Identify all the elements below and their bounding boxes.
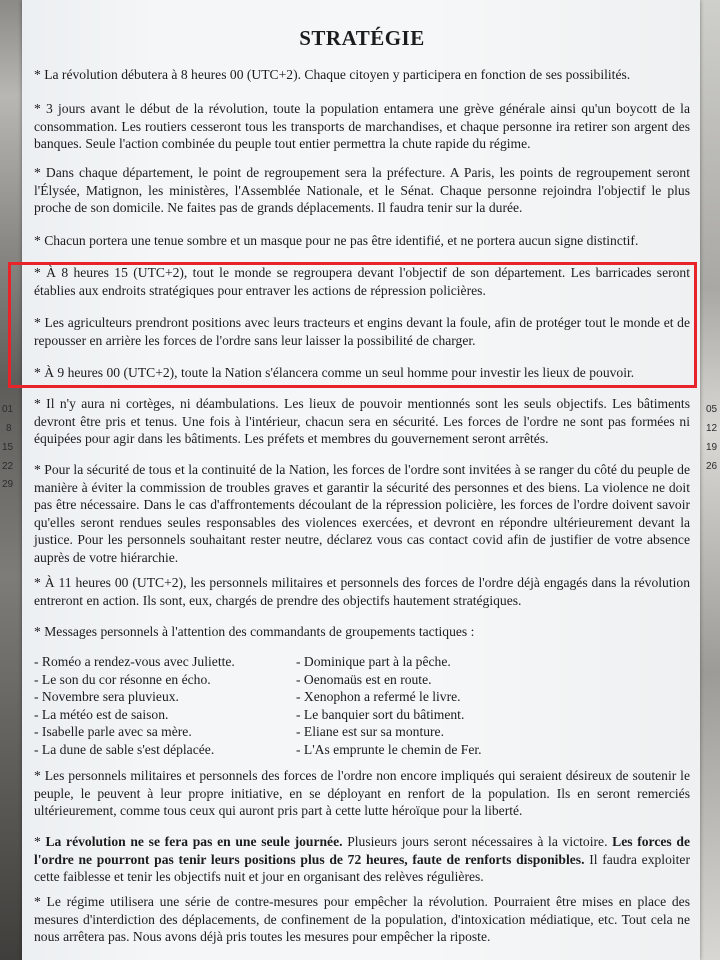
edge-number: 01 xyxy=(2,404,14,415)
page-title: STRATÉGIE xyxy=(299,26,425,50)
edge-number: 19 xyxy=(706,442,718,453)
paragraph-duration xyxy=(34,833,690,886)
list-item: - Le son du cor résonne en écho. xyxy=(34,671,211,687)
duration-prefix: * xyxy=(34,834,46,849)
document-sheet xyxy=(22,0,700,960)
paragraph-barricades: * À 8 heures 15 (UTC+2), tout le monde se regroupera devant l'objectif de son département. Les barricades seront établies aux endroits stratégiques pour entraver les actions de répression policières. xyxy=(34,265,690,298)
duration-bold-one: La révolution ne se fera pas en une seule journée. xyxy=(45,834,343,849)
edge-number: 12 xyxy=(706,423,718,434)
duration-normal-one: Plusieurs jours seront nécessaires à la victoire. xyxy=(342,834,613,849)
list-item: - La dune de sable s'est déplacée. xyxy=(34,741,215,757)
paragraph-regime-countermeasures: * Le régime utilisera une série de contre-mesures pour empêcher la révolution. Pourraient être mises en place des mesures d'interdiction des déplacements, de confinement de la population, d'intoxication médiatique, etc. Tout cela ne nous arrêtera pas. Nous avons déjà pris toutes les mesures pour empêcher la riposte. xyxy=(34,894,690,945)
paragraph-eleven-hours: * À 11 heures 00 (UTC+2), les personnels militaires et personnels des forces de l'ordre déjà engagés dans la révolution entreront en action. Ils sont, eux, chargés de prendre des objectifs hautement stratégiques. xyxy=(34,575,690,608)
paragraph-no-marches: * Il n'y aura ni cortèges, ni déambulations. Les lieux de pouvoir mentionnés sont les seuls objectifs. Les bâtiments devront être pris et tenus. Une fois à l'intérieur, chacun sera en sécurité. Les forces de l'ordre ne sont pas formées ni équipées pour agir dans les bâtiments. Les préfets et membres du gouvernement seront arrêtés. xyxy=(34,396,690,447)
edge-number: 15 xyxy=(2,442,14,453)
paragraph-security-forces: * Pour la sécurité de tous et la continuité de la Nation, les forces de l'ordre sont invitées à se ranger du côté du peuple de manière à éviter la commission de troubles graves et garantir la sécurité des personnes et des biens. La violence ne doit pas être nécessaire. Dans le cas d'affrontements découlant de la répression policière, les forces de l'ordre doivent savoir qu'elles seront rendues seules responsables des violences exercées, et devront en répondre ultérieurement devant la justice. Pour les personnels souhaitant rester neutre, déclarez vous cas contact covid afin de justifier de votre absence auprès de votre hiérarchie. xyxy=(34,462,690,565)
list-item: - Isabelle parle avec sa mère. xyxy=(34,724,192,739)
messages-list-left xyxy=(34,653,235,758)
edge-number: 8 xyxy=(6,423,12,434)
list-item: - L'As emprunte le chemin de Fer. xyxy=(296,741,482,757)
paragraph-military-support: * Les personnels militaires et personnels des forces de l'ordre non encore impliqués qui seraient désireux de soutenir le peuple, le peuvent à leur propre initiative, en se déployant en renfort de la population. Ils en seront remerciés ultérieurement, comme tous ceux qui auront pris part à cette lutte héroïque pour la liberté. xyxy=(34,768,690,819)
list-item: - Eliane est sur sa monture. xyxy=(296,724,444,739)
duration-bold-two: Les forces de l'ordre ne pourront pas tenir leurs positions plus de 72 heures, faute de renforts disponibles. xyxy=(34,834,690,867)
list-item: - Le banquier sort du bâtiment. xyxy=(296,706,465,722)
paragraph-regrouping-points: * Dans chaque département, le point de regroupement sera la préfecture. A Paris, les points de regroupement seront l'Élysée, Matignon, les ministères, l'Assemblée Nationale, et le Sénat. Chaque personne rejoindra l'objectif le plus proche de son domicile. Ne faites pas de grands déplacements. Il faudra tenir sur la durée. xyxy=(34,165,690,216)
paragraph-dark-outfit: * Chacun portera une tenue sombre et un masque pour ne pas être identifié, et ne portera aucun signe distinctif. xyxy=(34,233,639,248)
paragraph-nation-launch: * À 9 heures 00 (UTC+2), toute la Nation s'élancera comme un seul homme pour investir les lieux de pouvoir. xyxy=(34,365,635,380)
list-item: - Dominique part à la pêche. xyxy=(296,654,451,669)
list-item: - Xenophon a refermé le livre. xyxy=(296,689,461,704)
red-highlight-box xyxy=(8,262,697,388)
messages-list-right xyxy=(296,653,482,758)
list-item: - Novembre sera pluvieux. xyxy=(34,689,179,704)
paragraph-start-time: * La révolution débutera à 8 heures 00 (UTC+2). Chaque citoyen y participera en fonction de ses possibilités. xyxy=(34,67,631,82)
edge-number: 22 xyxy=(2,461,14,472)
list-item: - Oenomaüs est en route. xyxy=(296,671,432,687)
paragraph-personal-messages: * Messages personnels à l'attention des commandants de groupements tactiques : xyxy=(34,624,475,639)
edge-number: 05 xyxy=(706,404,718,415)
paragraph-general-strike: * 3 jours avant le début de la révolution, toute la population entamera une grève générale ainsi qu'un boycott de la consommation. Les routiers cesseront tous les transports de marchandises, et chaque personne ira retirer son argent des banques. Seule l'action combinée du peuple tout entier permettra la chute rapide du régime. xyxy=(34,101,690,152)
duration-normal-two: Il faudra exploiter cette faiblesse et tenir les objectifs nuit et jour en organisant des relèves régulières. xyxy=(34,851,690,885)
list-item: - Roméo a rendez-vous avec Juliette. xyxy=(34,654,235,669)
list-item: - La météo est de saison. xyxy=(34,706,169,722)
edge-number: 29 xyxy=(2,479,14,490)
paragraph-farmers: * Les agriculteurs prendront positions avec leurs tracteurs et engins devant la foule, afin de protéger tout le monde et de repousser en arrière les forces de l'ordre sans leur laisser la possibilité de charger. xyxy=(34,315,690,348)
edge-number: 26 xyxy=(706,461,718,472)
